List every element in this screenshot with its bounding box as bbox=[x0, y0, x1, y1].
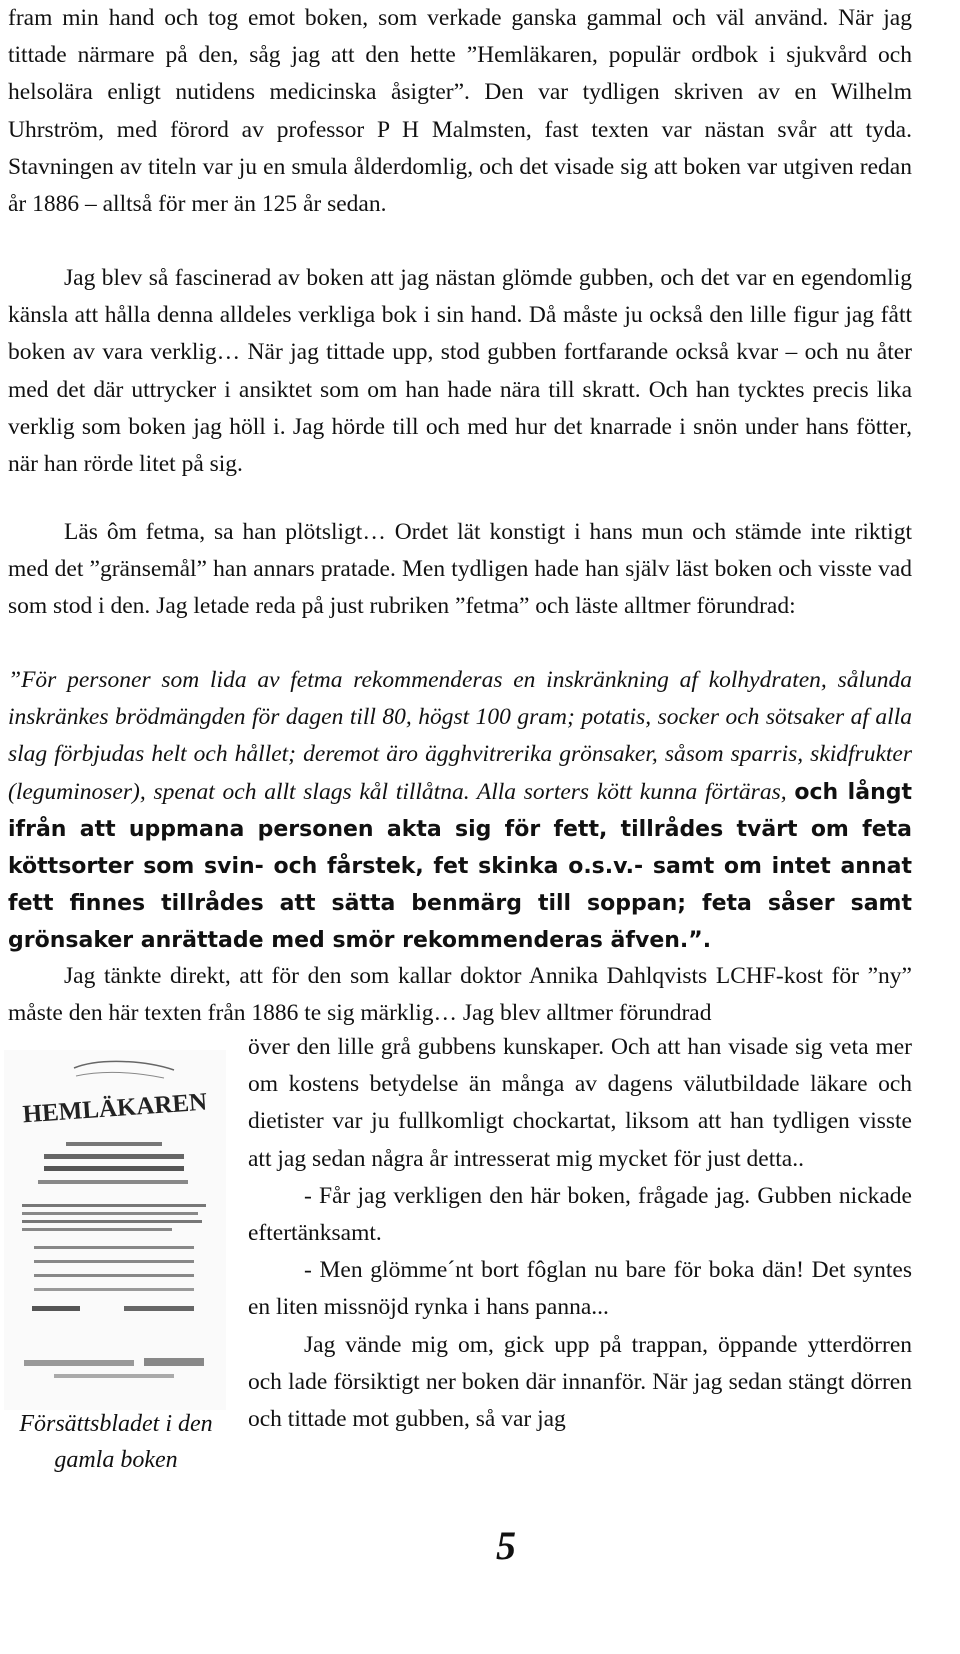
book-title-page-image bbox=[4, 1050, 226, 1410]
column-paragraph-1: över den lille grå gubbens kunskaper. Och att han visade sig veta mer om kostens betydelse än många av dagens välutbildade läkare och dietister var ju fullkomligt chockartat, liksom att han tydligen visste att jag sedan några år intresserat mig mycket för just detta.. bbox=[248, 1034, 912, 1172]
column-paragraph-4: Jag vände mig om, gick upp på trappan, öppande ytterdörren och lade försiktigt ner boken där innanför. När jag sedan stängt dörren och tittade mot gubben, så var jag bbox=[248, 1331, 912, 1433]
paragraph-4: Jag tänkte direkt, att för den som kallar doktor Annika Dahlqvists LCHF-kost för ”ny” måste den här texten från 1886 te sig märklig… Jag blev alltmer förundrad bbox=[8, 963, 912, 1027]
quote-bold-text: och långt ifrån att uppmana personen akta sig för fett, tillrådes tvärt om feta köttsorter som svin- och fårstek, fet skinka o.s.v.- samt om intet annat fett finnes tillrådes att sätta benmärg till soppan; feta såser samt grönsaker anrättade med smör rekommenderas äfven.”. bbox=[8, 779, 912, 954]
figure-caption: Försättsbladet i den gamla boken bbox=[19, 1411, 213, 1473]
paragraph-1: fram min hand och tog emot boken, som verkade ganska gammal och väl använd. När jag tittade närmare på den, såg jag att den hette ”Hemläkaren, populär ordbok i sjukvård och helsolära enligt nutidens medicinska åsigter”. Den var tydligen skriven av en Wilhelm Uhrström, med förord av professor P H Malmsten, fast texten var nästan svår att tyda. Stavningen av titeln var ju en smula ålderdomlig, och det visade sig att boken var utgiven redan år 1886 – alltså för mer än 125 år sedan. bbox=[8, 5, 912, 218]
column-paragraph-2: - Får jag verkligen den här boken, frågade jag. Gubben nickade eftertänksamt. bbox=[248, 1182, 912, 1247]
page-number: 5 bbox=[496, 1523, 516, 1568]
column-paragraph-3: - Men glömme´nt bort fôglan nu bare för boka dän! Det syntes en liten missnöjd rynka i hans panna... bbox=[248, 1257, 912, 1321]
paragraph-3: Läs ôm fetma, sa han plötsligt… Ordet lät konstigt i hans mun och stämde inte riktigt med det ”gränsemål” han annars pratade. Men tydligen hade han själv läst boken och visste vad som stod i den. Jag letade reda på just rubriken ”fetma” och läste alltmer förundrad: bbox=[8, 519, 912, 620]
paragraph-2: Jag blev så fascinerad av boken att jag nästan glömde gubben, och det var en egendomlig känsla att hålla denna alldeles verkliga bok i sin hand. Då måste ju också den lille figur jag fått boken av vara verklig… När jag tittade upp, stod gubben fortfarande också kvar – och nu åter med det där uttrycker i ansiktet som om han hade nära till skratt. Och han tycktes precis lika verklig som boken jag höll i. Jag hörde till och med hur det knarrade i snön under hans fötter, när han rörde litet på sig. bbox=[8, 265, 912, 478]
book-quote bbox=[8, 662, 912, 960]
text-column bbox=[248, 1029, 912, 1438]
quote-italic-text: ”För personer som lida av fetma rekommenderas en inskränkning af kolhydraten, sålunda inskränkes brödmängden för dagen till 80, högst 100 gram; potatis, socker och sötsaker af alla slag förbjudas helt och hållet; deremot äro ägghvitrerika grönsaker, såsom sparris, skidfrukter (leguminoser), spenat och allt slags kål tillåtna. Alla sorters kött kunna förtäras, bbox=[8, 667, 912, 805]
figure-title-text: HEMLÄKAREN bbox=[21, 1088, 208, 1129]
